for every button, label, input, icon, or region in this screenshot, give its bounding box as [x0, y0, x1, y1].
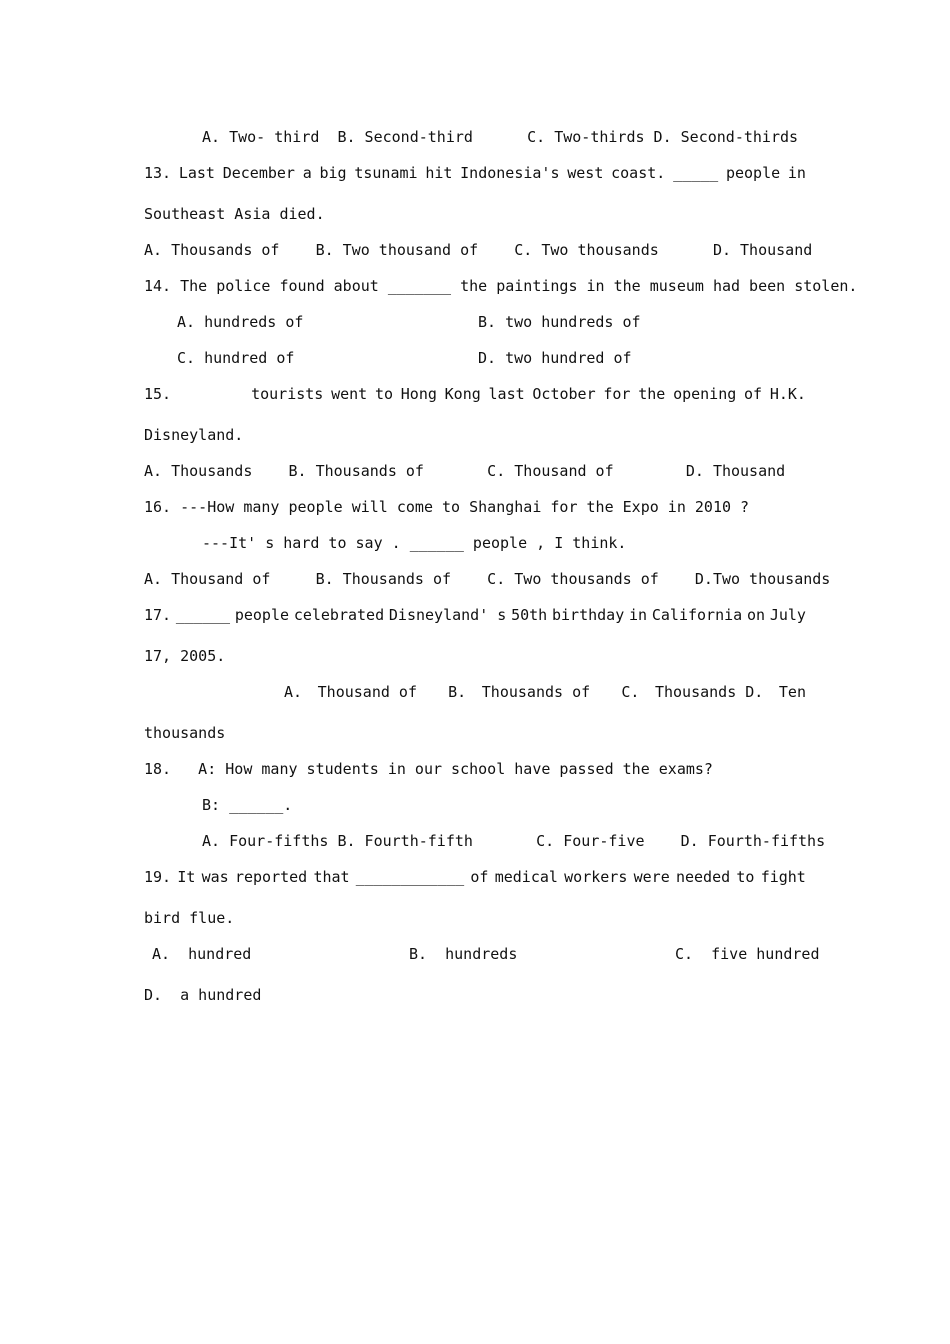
word: Thousands D.	[654, 683, 764, 701]
q13-stem-line2: Southeast Asia died.	[144, 205, 325, 223]
word: of	[470, 868, 489, 886]
word: was	[201, 868, 229, 886]
word: A.	[284, 683, 303, 701]
word: last	[488, 385, 525, 403]
word: in	[629, 606, 648, 624]
word: went	[331, 385, 368, 403]
word: _____	[673, 164, 719, 182]
word: needed	[675, 868, 731, 886]
q13-options: A. Thousands of B. Two thousand of C. Two thousands D. Thousand	[144, 241, 813, 259]
q19-option-c: C. five hundred	[675, 945, 820, 963]
q16-options: A. Thousand of B. Thousands of C. Two thousands of D.Two thousands	[144, 570, 831, 588]
q14-option-b: B. two hundreds of	[478, 313, 641, 331]
word: B.	[448, 683, 467, 701]
q17-stem-line1	[144, 605, 806, 625]
word: coast.	[611, 164, 666, 182]
word: tsunami	[354, 164, 418, 182]
q13-stem-line1	[144, 163, 806, 183]
word: birthday	[552, 606, 625, 624]
word: H.K.	[769, 385, 806, 403]
word: ____________	[355, 868, 465, 886]
word: tourists	[178, 385, 324, 403]
word: big	[319, 164, 347, 182]
word: July	[769, 606, 806, 624]
word: of	[744, 385, 763, 403]
q17-stem-line2: 17, 2005.	[144, 647, 226, 665]
q19-option-d: D. a hundred	[144, 986, 262, 1004]
word: 13.	[144, 164, 172, 182]
q14-option-a: A. hundreds of	[177, 313, 304, 331]
q14-option-c: C. hundred of	[177, 349, 295, 367]
q18-options: A. Four-fifths B. Fourth-fifth C. Four-five D. Fourth-fifths	[202, 832, 826, 850]
word: Thousands of	[481, 683, 591, 701]
word: hit	[425, 164, 453, 182]
word: medical	[494, 868, 558, 886]
word: were	[633, 868, 670, 886]
q19-option-a: A. hundred	[152, 945, 252, 963]
word: to	[374, 385, 394, 403]
word: Disneyland' s	[388, 606, 507, 624]
word: ______	[175, 606, 231, 624]
word: 19.	[144, 868, 172, 886]
q15-stem-line1	[144, 384, 806, 404]
word: to	[736, 868, 755, 886]
word: It	[177, 868, 196, 886]
q15-stem-line2: Disneyland.	[144, 426, 244, 444]
word: opening	[673, 385, 737, 403]
word: December	[222, 164, 295, 182]
word: Hong	[400, 385, 437, 403]
word: 17.	[144, 606, 172, 624]
word: 15.	[144, 385, 172, 403]
word: October	[532, 385, 596, 403]
q18-reply: B: ______.	[202, 796, 293, 814]
q18-stem: 18. A: How many students in our school have passed the exams?	[144, 760, 713, 778]
word: people	[725, 164, 781, 182]
q17-options-continued: thousands	[144, 724, 226, 742]
q17-options	[284, 682, 806, 702]
q14-option-d: D. two hundred of	[478, 349, 632, 367]
word: west	[567, 164, 604, 182]
word: reported	[234, 868, 308, 886]
word: Indonesia's	[460, 164, 560, 182]
q19-option-b: B. hundreds	[409, 945, 518, 963]
word: C.	[621, 683, 640, 701]
q12-options: A. Two- third B. Second-third C. Two-thirds D. Second-thirds	[202, 128, 799, 146]
word: Ten	[778, 683, 806, 701]
word: celebrated	[293, 606, 385, 624]
word: Thousand of	[317, 683, 417, 701]
word: for	[603, 385, 631, 403]
q14-stem: 14. The police found about _______ the paintings in the museum had been stolen.	[144, 277, 858, 295]
word: the	[638, 385, 666, 403]
q16-stem: 16. ---How many people will come to Shanghai for the Expo in 2010 ?	[144, 498, 750, 516]
word: workers	[564, 868, 628, 886]
q19-stem-line1	[144, 867, 806, 887]
word: 50th	[511, 606, 548, 624]
word: on	[746, 606, 766, 624]
word: fight	[760, 868, 806, 886]
q15-options: A. Thousands B. Thousands of C. Thousand of D. Thousand	[144, 462, 786, 480]
word: California	[651, 606, 743, 624]
word: people	[234, 606, 290, 624]
q19-stem-line2: bird flue.	[144, 909, 235, 927]
q16-reply: ---It' s hard to say . ______ people , I think.	[202, 534, 627, 552]
word: Kong	[444, 385, 481, 403]
word: Last	[178, 164, 215, 182]
word: in	[787, 164, 806, 182]
word: that	[313, 868, 350, 886]
word: a	[302, 164, 312, 182]
